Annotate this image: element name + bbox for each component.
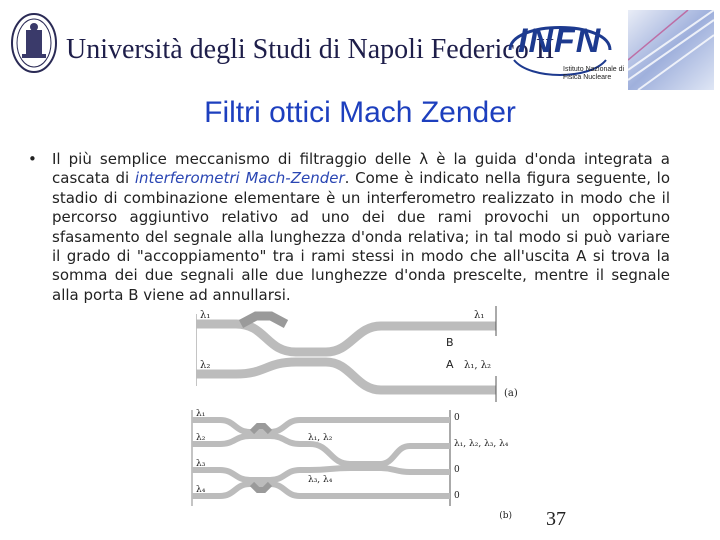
fig-a-port-a: A [446,358,454,371]
body-paragraph [52,150,670,305]
fig-b-output-2: λ₁, λ₂, λ₃, λ₄ [454,439,509,449]
fig-a-caption: (a) [504,388,518,399]
fig-b-output-3: 0 [454,465,460,475]
fig-b-caption: (b) [499,511,512,521]
fig-b-input-1: λ₁ [196,409,206,419]
fig-b-mid-label-2: λ₃, λ₄ [308,475,333,485]
fig-b-input-4: λ₄ [196,485,206,495]
body-text-emphasis: interferometri Mach-Zender [134,169,345,188]
fig-b-input-3: λ₃ [196,459,206,469]
slide-title: Filtri ottici Mach Zender [204,96,516,129]
page-number: 37 [546,508,566,530]
body-text-end: . Come è indicato nella figura seguente, lo stadio di combinazione elementare è un interferometro realizzato in modo che il percorso aggiuntivo relativo ad uno dei due rami provochi un opportuno sfasamento del segnale alla lunghezza d'onda relativa; in tal modo si può variare il grado di "accoppiamento" tra i rami stessi in modo che all'uscita A si trova la somma dei due segnali alle due lunghezze d'onda prescelte, mentre il segnale alla porta B viene ad annullarsi. [52,169,671,304]
fig-a-input-top: λ₁ [200,310,211,321]
fig-b-output-4: 0 [454,491,460,501]
fig-a-port-b: B [446,336,454,349]
bullet-marker: • [28,150,37,168]
university-name: Università degli Studi di Napoli Federico II [66,34,555,65]
fig-b-input-2: λ₂ [196,433,206,443]
fig-b-mid-label-1: λ₁, λ₂ [308,433,333,443]
fig-a-input-bottom: λ₂ [200,360,211,371]
fig-b-output-1: 0 [454,413,460,423]
university-seal-icon [10,12,58,74]
decorative-photo-strip [628,10,714,90]
fig-a-output-top: λ₁ [474,310,485,321]
fig-a-output-bottom: λ₁, λ₂ [464,360,492,371]
mach-zehnder-figure-b [190,406,520,532]
mach-zehnder-figure-a [196,306,520,404]
body-text-start: Il più semplice meccanismo di filtraggio delle λ è la guida d'onda integrata a cascata di [52,150,670,188]
infn-subtitle: Istituto Nazionale di Fisica Nucleare [563,66,625,81]
infn-logo-text: INFN [518,22,602,60]
